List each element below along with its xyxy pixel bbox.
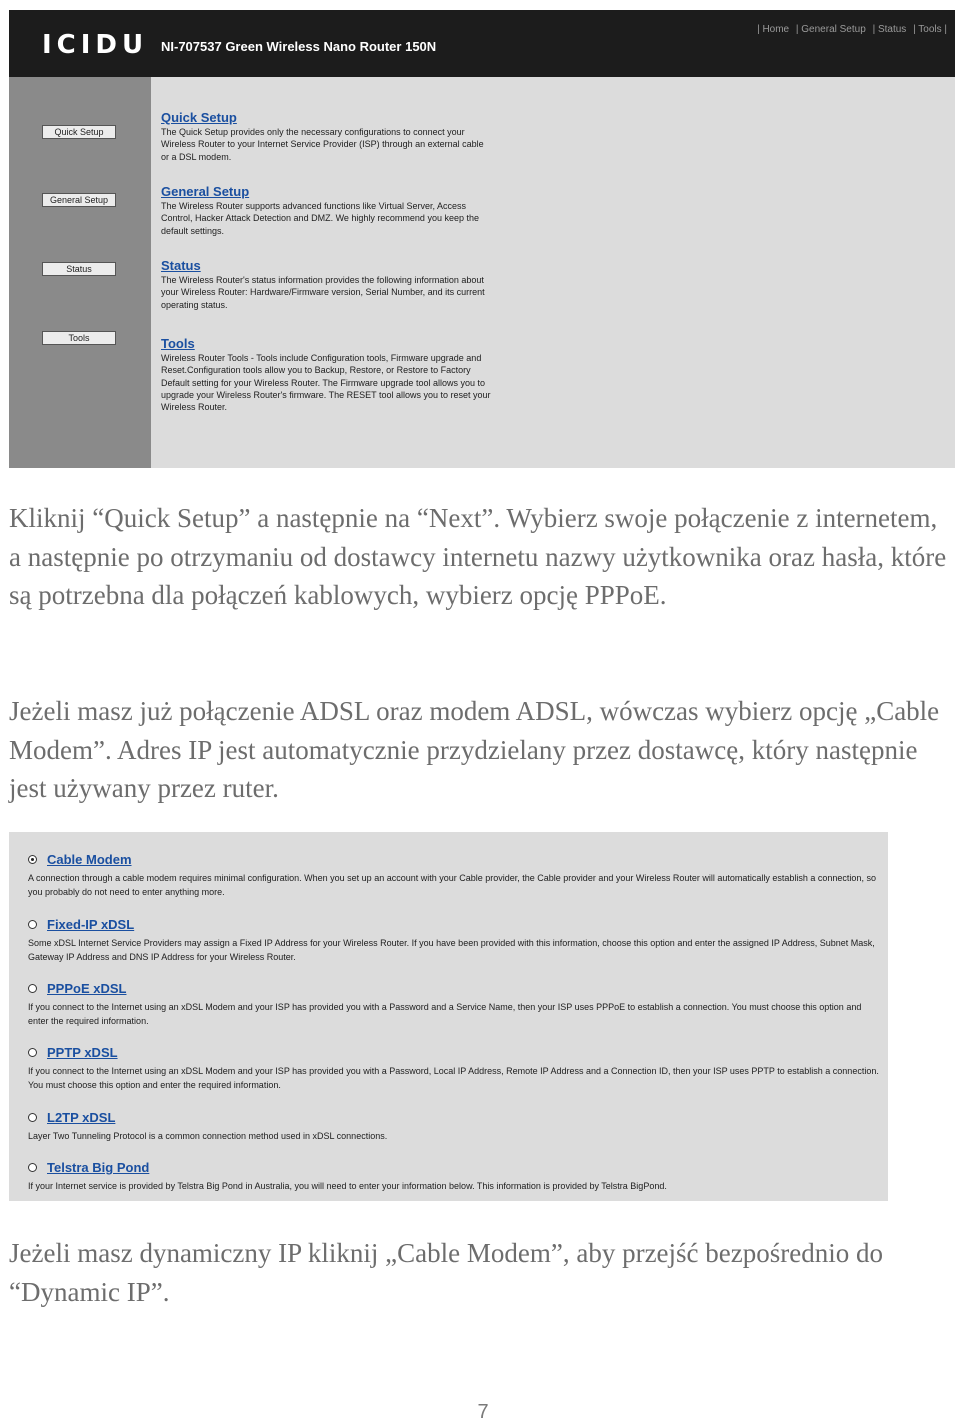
pptp-xdsl-radio[interactable] bbox=[28, 1048, 37, 1057]
option-cable-modem bbox=[28, 852, 880, 899]
section-general-setup bbox=[161, 184, 491, 237]
connection-type-screenshot bbox=[9, 832, 888, 1201]
pptp-xdsl-description: If you connect to the Internet using an xDSL Modem and your ISP has provided you with a Password, Local IP Address, Remote IP Address and a Connection ID, then your ISP uses PPTP to establish a connection. You must choose this option and enter the required information. bbox=[28, 1066, 879, 1090]
router-menu-content bbox=[151, 77, 955, 468]
section-status bbox=[161, 258, 491, 311]
top-nav bbox=[755, 24, 949, 36]
pppoe-xdsl-description: If you connect to the Internet using an xDSL Modem and your ISP has provided you with a Password and a Service Name, then your ISP uses PPPoE to establish a connection. You must choose this option and enter the required information. bbox=[28, 1002, 862, 1026]
status-description: The Wireless Router's status information provides the following information about your Wireless Router: Hardware/Firmware version, Serial Number, and its current operating status. bbox=[161, 275, 485, 310]
fixed-ip-xdsl-description: Some xDSL Internet Service Providers may assign a Fixed IP Address for your Wireless Router. If you have been provided with this information, choose this option and enter the assigned IP Address, Subnet Mask, Gateway IP Address and DNS IP Address for your Wireless Router. bbox=[28, 938, 875, 962]
quick-setup-link[interactable]: Quick Setup bbox=[161, 110, 237, 125]
section-tools bbox=[161, 336, 491, 413]
nav-link-tools[interactable]: | Tools | bbox=[913, 24, 947, 35]
cable-modem-radio[interactable] bbox=[28, 855, 37, 864]
product-name: NI-707537 Green Wireless Nano Router 150N bbox=[161, 39, 437, 54]
router-sidebar bbox=[9, 77, 151, 468]
option-pppoe-xdsl bbox=[28, 981, 880, 1028]
option-telstra-big-pond bbox=[28, 1160, 880, 1193]
fixed-ip-xdsl-radio[interactable] bbox=[28, 920, 37, 929]
router-header bbox=[9, 10, 955, 77]
instruction-paragraph-1: Kliknij “Quick Setup” a następnie na “Next”. Wybierz swoje połączenie z internetem, a następnie po otrzymaniu od dostawcy internetu nazwy użytkownika oraz hasła, które są potrzebna dla połączeń kablowych, wybierz opcję PPPoE. bbox=[9, 503, 947, 610]
tools-link[interactable]: Tools bbox=[161, 336, 195, 351]
general-setup-link[interactable]: General Setup bbox=[161, 184, 250, 199]
telstra-big-pond-link[interactable]: Telstra Big Pond bbox=[47, 1160, 150, 1175]
status-link[interactable]: Status bbox=[161, 258, 201, 273]
nav-link-status[interactable]: | Status bbox=[872, 24, 907, 35]
general-setup-button[interactable]: General Setup bbox=[42, 193, 116, 207]
instruction-paragraph-3: Jeżeli masz dynamiczny IP kliknij „Cable Modem”, aby przejść bezpośrednio do “Dynamic IP”. bbox=[9, 1238, 883, 1307]
fixed-ip-xdsl-link[interactable]: Fixed-IP xDSL bbox=[47, 917, 135, 932]
router-main-menu-screenshot bbox=[9, 10, 955, 468]
tools-description: Wireless Router Tools - Tools include Configuration tools, Firmware upgrade and Reset.Configuration tools allow you to Backup, Restore, or Restore to Factory Default setting for your Wireless Router. The Firmware upgrade tool allows you to upgrade your Wireless Router's firmware. The RESET tool allows you to reset your Wireless Router. bbox=[161, 353, 491, 413]
tools-button[interactable]: Tools bbox=[42, 331, 116, 345]
quick-setup-button[interactable]: Quick Setup bbox=[42, 125, 116, 139]
l2tp-xdsl-radio[interactable] bbox=[28, 1113, 37, 1122]
telstra-big-pond-radio[interactable] bbox=[28, 1163, 37, 1172]
cable-modem-description: A connection through a cable modem requires minimal configuration. When you set up an account with your Cable provider, the Cable provider and your Wireless Router will automatically establish a connection, so you probably do not need to enter anything more. bbox=[28, 873, 876, 897]
nav-link-general-setup[interactable]: | General Setup bbox=[795, 24, 866, 35]
page-number: 7 bbox=[477, 1401, 489, 1423]
nav-link-home[interactable]: | Home bbox=[757, 24, 790, 35]
quick-setup-description: The Quick Setup provides only the necessary configurations to connect your Wireless Router to your Internet Service Provider (ISP) through an external cable or a DSL modem. bbox=[161, 127, 484, 162]
cable-modem-link[interactable]: Cable Modem bbox=[47, 852, 132, 867]
instruction-paragraph-2: Jeżeli masz już połączenie ADSL oraz modem ADSL, wówczas wybierz opcję „Cable Modem”. Adres IP jest automatycznie przydzielany przez dostawcę, który następnie jest używany przez ruter. bbox=[9, 696, 940, 803]
pptp-xdsl-link[interactable]: PPTP xDSL bbox=[47, 1045, 118, 1060]
status-button[interactable]: Status bbox=[42, 262, 116, 276]
pppoe-xdsl-link[interactable]: PPPoE xDSL bbox=[47, 981, 127, 996]
option-pptp-xdsl bbox=[28, 1045, 880, 1092]
l2tp-xdsl-description: Layer Two Tunneling Protocol is a common connection method used in xDSL connections. bbox=[28, 1131, 388, 1141]
option-fixed-ip-xdsl bbox=[28, 917, 880, 964]
icidu-logo: ICIDU bbox=[42, 30, 149, 60]
option-l2tp-xdsl bbox=[28, 1110, 880, 1143]
pppoe-xdsl-radio[interactable] bbox=[28, 984, 37, 993]
telstra-big-pond-description: If your Internet service is provided by Telstra Big Pond in Australia, you will need to enter your information below. This information is provided by Telstra BigPond. bbox=[28, 1181, 667, 1191]
l2tp-xdsl-link[interactable]: L2TP xDSL bbox=[47, 1110, 116, 1125]
general-setup-description: The Wireless Router supports advanced functions like Virtual Server, Access Control, Hacker Attack Detection and DMZ. We highly recommend you keep the default settings. bbox=[161, 201, 479, 236]
section-quick-setup bbox=[161, 110, 491, 163]
